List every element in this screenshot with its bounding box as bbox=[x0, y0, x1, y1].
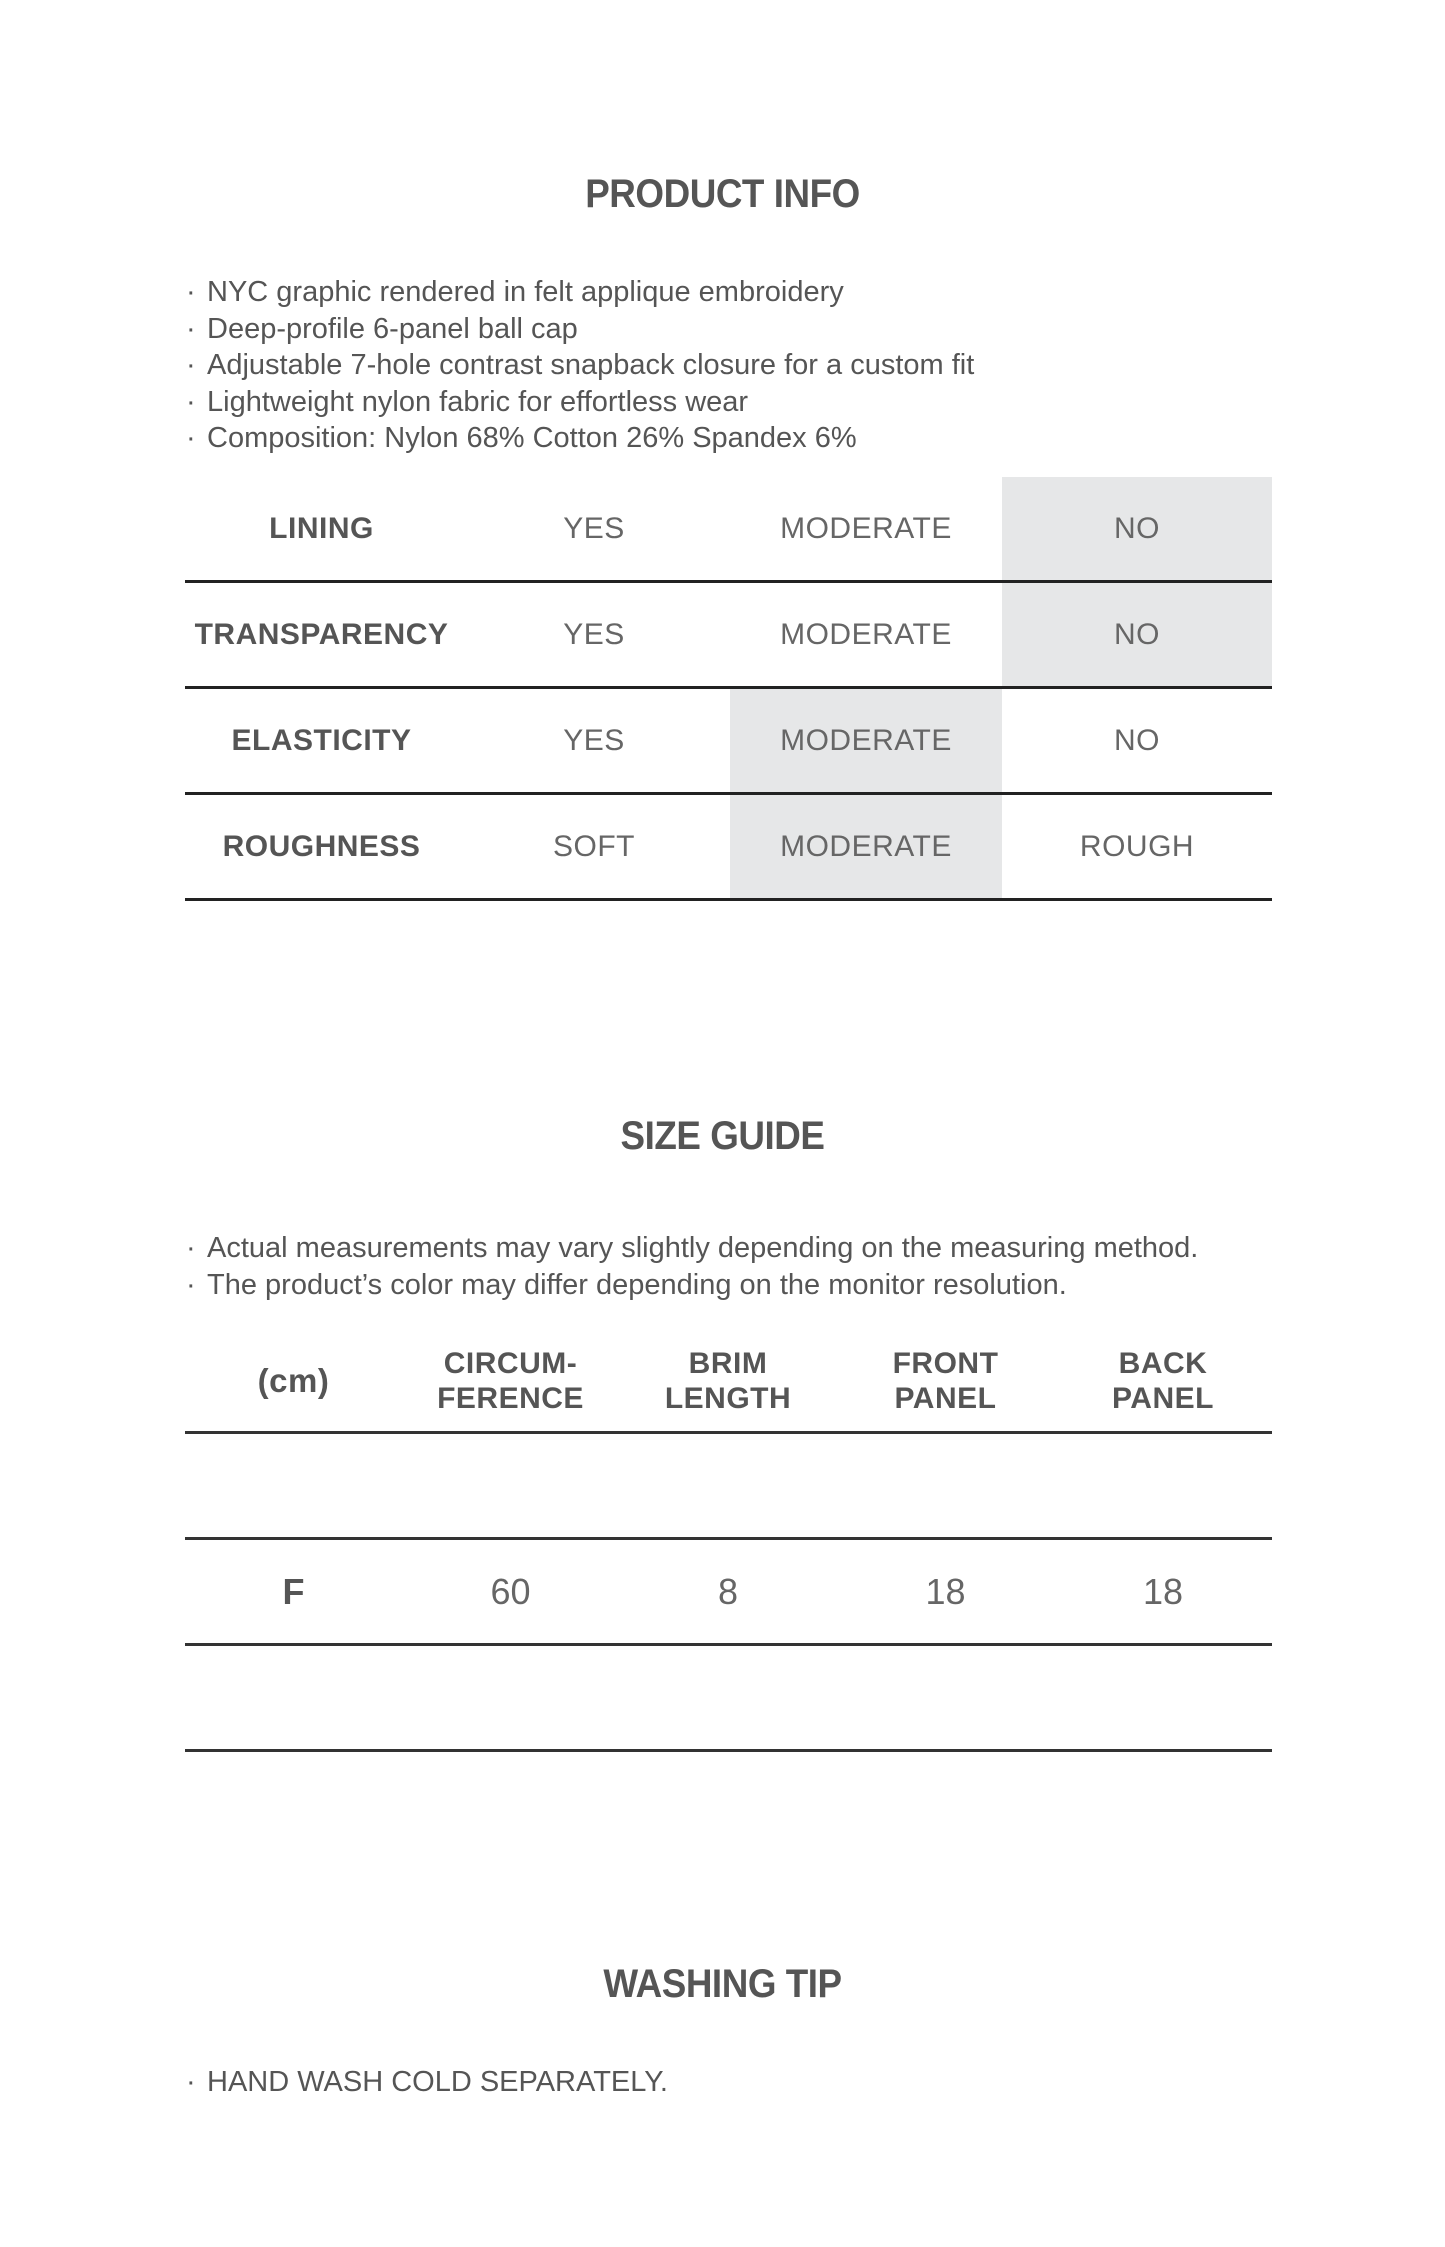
table-cell bbox=[837, 1646, 1054, 1749]
attribute-label: LINING bbox=[269, 511, 374, 545]
note-text: Actual measurements may vary slightly depending on the measuring method. bbox=[207, 1232, 1199, 1264]
size-label bbox=[185, 1434, 402, 1537]
attribute-option: NO bbox=[1002, 477, 1272, 580]
table-cell: 18 bbox=[1142, 1570, 1184, 1612]
list-item bbox=[186, 1267, 1286, 1304]
attribute-label: ROUGHNESS bbox=[222, 829, 421, 863]
product-info-bullets bbox=[186, 274, 1286, 457]
attribute-option: NO bbox=[1114, 723, 1160, 757]
bullet-text: Lightweight nylon fabric for effortless wear bbox=[207, 385, 749, 418]
table-cell bbox=[402, 1434, 619, 1537]
washing-tip-notes bbox=[186, 2064, 1286, 2101]
table-row bbox=[185, 1434, 1272, 1540]
size-table-header bbox=[185, 1330, 1272, 1434]
attribute-option: YES bbox=[563, 723, 625, 757]
list-item bbox=[186, 2064, 1286, 2101]
attribute-option: MODERATE bbox=[730, 689, 1002, 792]
bullet-text: Composition: Nylon 68% Cotton 26% Spandex 6% bbox=[207, 422, 857, 454]
table-cell bbox=[402, 1646, 619, 1749]
column-header bbox=[619, 1330, 837, 1431]
attribute-option: NO bbox=[1002, 583, 1272, 686]
list-item bbox=[186, 384, 1286, 421]
bullet-text: Deep-profile 6-panel ball cap bbox=[207, 312, 578, 345]
list-item bbox=[186, 274, 1286, 311]
unit-header: (cm) bbox=[257, 1362, 330, 1399]
column-header bbox=[1054, 1330, 1272, 1431]
bullet-mark: · bbox=[186, 422, 196, 454]
table-row bbox=[185, 1646, 1272, 1752]
size-label: F bbox=[282, 1570, 305, 1612]
column-header bbox=[402, 1330, 619, 1431]
column-header-line: LENGTH bbox=[664, 1381, 792, 1415]
attribute-option: MODERATE bbox=[780, 617, 952, 651]
bullet-mark: · bbox=[186, 276, 196, 308]
list-item bbox=[186, 420, 1286, 457]
table-cell bbox=[619, 1646, 837, 1749]
table-cell bbox=[1054, 1434, 1272, 1537]
bullet-text: NYC graphic rendered in felt applique embroidery bbox=[207, 276, 844, 308]
column-header-line: PANEL bbox=[1112, 1381, 1214, 1415]
list-item bbox=[186, 1230, 1286, 1267]
table-cell: 18 bbox=[925, 1570, 966, 1612]
attribute-row-elasticity bbox=[185, 689, 1272, 795]
column-header bbox=[837, 1330, 1054, 1431]
size-guide-title: SIZE GUIDE bbox=[620, 1114, 825, 1158]
attribute-row-transparency bbox=[185, 583, 1272, 689]
table-row bbox=[185, 1540, 1272, 1646]
note-text: The product’s color may differ depending on the monitor resolution. bbox=[207, 1268, 1067, 1301]
attribute-option: SOFT bbox=[553, 829, 635, 863]
column-header-line: PANEL bbox=[894, 1381, 997, 1415]
attribute-option: YES bbox=[563, 617, 625, 651]
attribute-option: YES bbox=[563, 511, 625, 545]
attribute-option: ROUGH bbox=[1079, 829, 1195, 863]
bullet-mark: · bbox=[186, 349, 196, 381]
attribute-label: ELASTICITY bbox=[231, 723, 412, 757]
attribute-option: MODERATE bbox=[730, 795, 1002, 898]
attribute-row-lining bbox=[185, 477, 1272, 583]
size-label bbox=[185, 1646, 402, 1749]
column-header-line: FRONT bbox=[892, 1346, 999, 1380]
bullet-mark: · bbox=[186, 385, 196, 418]
list-item bbox=[186, 311, 1286, 348]
bullet-mark: · bbox=[186, 2066, 196, 2098]
washing-tip-title: WASHING TIP bbox=[603, 1962, 842, 2006]
table-cell bbox=[619, 1434, 837, 1537]
attribute-row-roughness bbox=[185, 795, 1272, 901]
attribute-label: TRANSPARENCY bbox=[194, 617, 449, 651]
size-table bbox=[185, 1330, 1272, 1752]
note-text: HAND WASH COLD SEPARATELY. bbox=[207, 2066, 668, 2098]
table-cell bbox=[837, 1434, 1054, 1537]
table-cell bbox=[1054, 1646, 1272, 1749]
table-cell: 60 bbox=[490, 1570, 531, 1612]
column-header-line: BRIM bbox=[688, 1346, 768, 1380]
bullet-mark: · bbox=[186, 1268, 196, 1301]
bullet-mark: · bbox=[186, 1232, 196, 1264]
column-header-line: BACK bbox=[1118, 1346, 1208, 1380]
attribute-option: MODERATE bbox=[780, 511, 952, 545]
size-guide-notes bbox=[186, 1230, 1286, 1303]
column-header-line: CIRCUM- bbox=[443, 1346, 578, 1380]
bullet-mark: · bbox=[186, 312, 196, 345]
column-header-line: FERENCE bbox=[437, 1381, 584, 1415]
list-item bbox=[186, 347, 1286, 384]
bullet-text: Adjustable 7-hole contrast snapback closure for a custom fit bbox=[207, 349, 975, 381]
product-attributes-table bbox=[185, 477, 1272, 901]
table-cell: 8 bbox=[717, 1570, 739, 1612]
product-info-title: PRODUCT INFO bbox=[585, 172, 860, 216]
